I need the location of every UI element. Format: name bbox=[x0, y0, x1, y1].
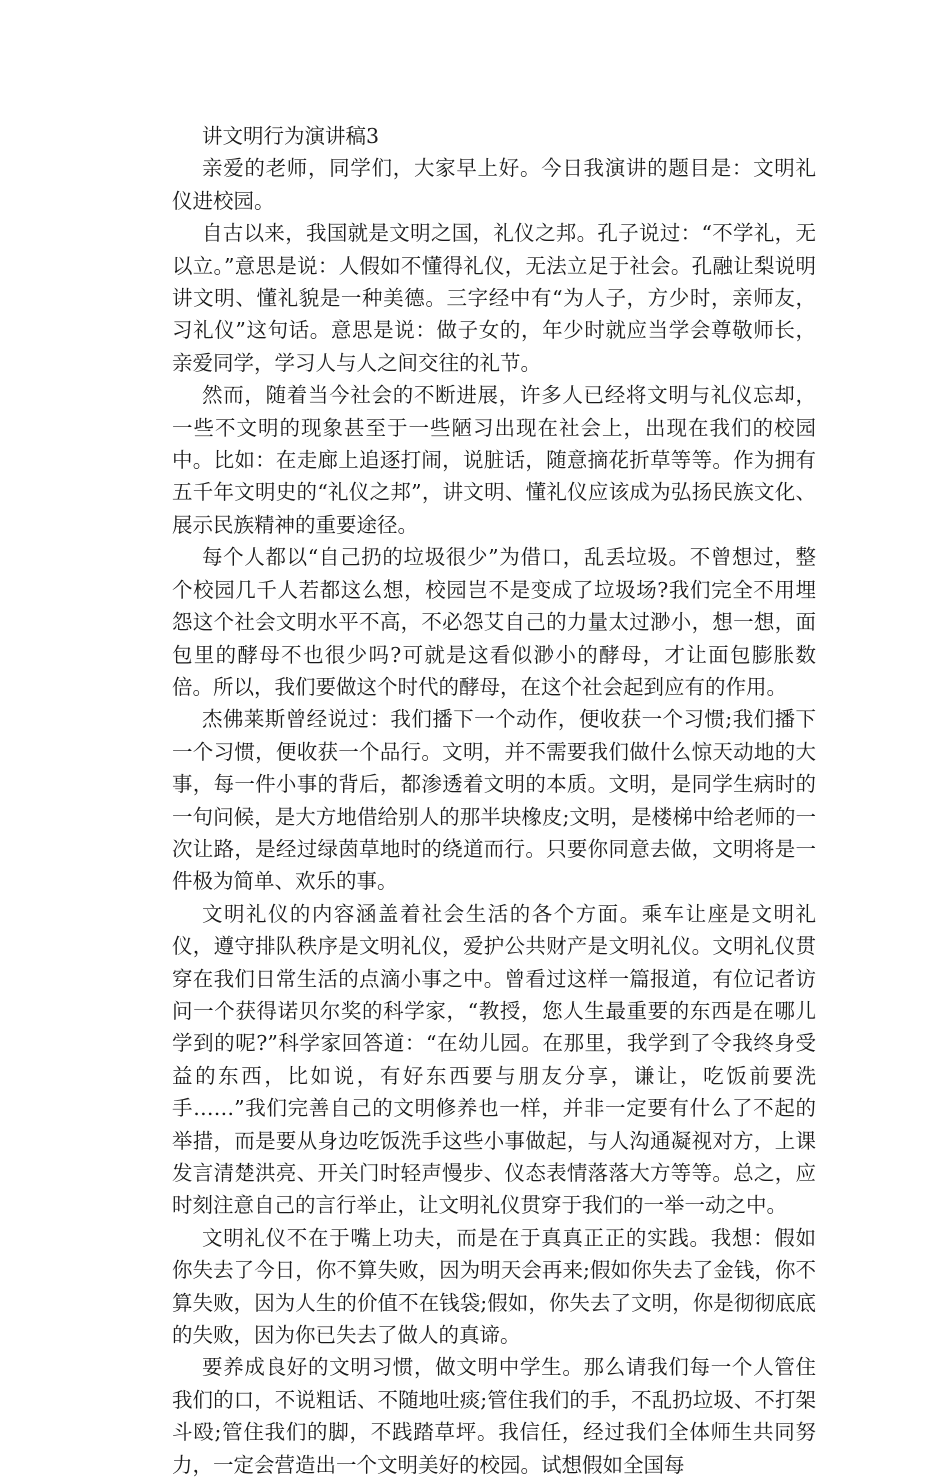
document-body bbox=[172, 120, 816, 1481]
paragraph-1: 亲爱的老师，同学们，大家早上好。今日我演讲的题目是：文明礼仪进校园。 bbox=[172, 156, 816, 213]
paragraph-3: 然而，随着当今社会的不断进展，许多人已经将文明与礼仪忘却，一些不文明的现象甚至于一些陋习出现在社会上，出现在我们的校园中。比如：在走廊上追逐打闹，说脏话，随意摘花折草等等。作为拥有五千年文明史的“礼仪之邦”，讲文明、懂礼仪应该成为弘扬民族文化、展示民族精神的重要途径。 bbox=[172, 383, 816, 537]
paragraph-2: 自古以来，我国就是文明之国，礼仪之邦。孔子说过：“不学礼，无以立。”意思是说：人假如不懂得礼仪，无法立足于社会。孔融让梨说明讲文明、懂礼貌是一种美德。三字经中有“为人子，方少时，亲师友，习礼仪”这句话。意思是说：做子女的，年少时就应当学会尊敬师长，亲爱同学，学习人与人之间交往的礼节。 bbox=[172, 221, 816, 375]
paragraph-6: 文明礼仪的内容涵盖着社会生活的各个方面。乘车让座是文明礼仪，遵守排队秩序是文明礼仪，爱护公共财产是文明礼仪。文明礼仪贯穿在我们日常生活的点滴小事之中。曾看过这样一篇报道，有位记者访问一个获得诺贝尔奖的科学家，“教授，您人生最重要的东西是在哪儿学到的呢?”科学家回答道：“在幼儿园。在那里，我学到了令我终身受益的东西，比如说，有好东西要与朋友分享，谦让，吃饭前要洗手……”我们完善自己的文明修养也一样，并非一定要有什么了不起的举措，而是要从身边吃饭洗手这些小事做起，与人沟通凝视对方，上课发言清楚洪亮、开关门时轻声慢步、仪态表情落落大方等等。总之，应时刻注意自己的言行举止，让文明礼仪贯穿于我们的一举一动之中。 bbox=[172, 901, 816, 1218]
paragraph-7: 文明礼仪不在于嘴上功夫，而是在于真真正正的实践。我想：假如你失去了今日，你不算失败，因为明天会再来;假如你失去了金钱，你不算失败，因为人生的价值不在钱袋;假如，你失去了文明，你是彻彻底底的失败，因为你已失去了做人的真谛。 bbox=[172, 1225, 816, 1348]
paragraph-8: 要养成良好的文明习惯，做文明中学生。那么请我们每一个人管住我们的口，不说粗话、不随地吐痰;管住我们的手，不乱扔垃圾、不打架斗殴;管住我们的脚，不践踏草坪。我信任，经过我们全体师生共同努力，一定会营造出一个文明美好的校园。试想假如全国每 bbox=[172, 1355, 816, 1477]
paragraph-5: 杰佛莱斯曾经说过：我们播下一个动作，便收获一个习惯;我们播下一个习惯，便收获一个品行。文明，并不需要我们做什么惊天动地的大事，每一件小事的背后，都渗透着文明的本质。文明，是同学生病时的一句问候，是大方地借给别人的那半块橡皮;文明，是楼梯中给老师的一次让路，是经过绿茵草地时的绕道而行。只要你同意去做，文明将是一件极为简单、欢乐的事。 bbox=[172, 707, 816, 894]
paragraph-4: 每个人都以“自己扔的垃圾很少”为借口，乱丢垃圾。不曾想过，整个校园几千人若都这么想，校园岂不是变成了垃圾场?我们完全不用埋怨这个社会文明水平不高，不必怨艾自己的力量太过渺小，想一想，面包里的酵母不也很少吗?可就是这看似渺小的酵母，才让面包膨胀数倍。所以，我们要做这个时代的酵母，在这个社会起到应有的作用。 bbox=[172, 545, 816, 699]
document-title: 讲文明行为演讲稿3 bbox=[202, 124, 380, 148]
